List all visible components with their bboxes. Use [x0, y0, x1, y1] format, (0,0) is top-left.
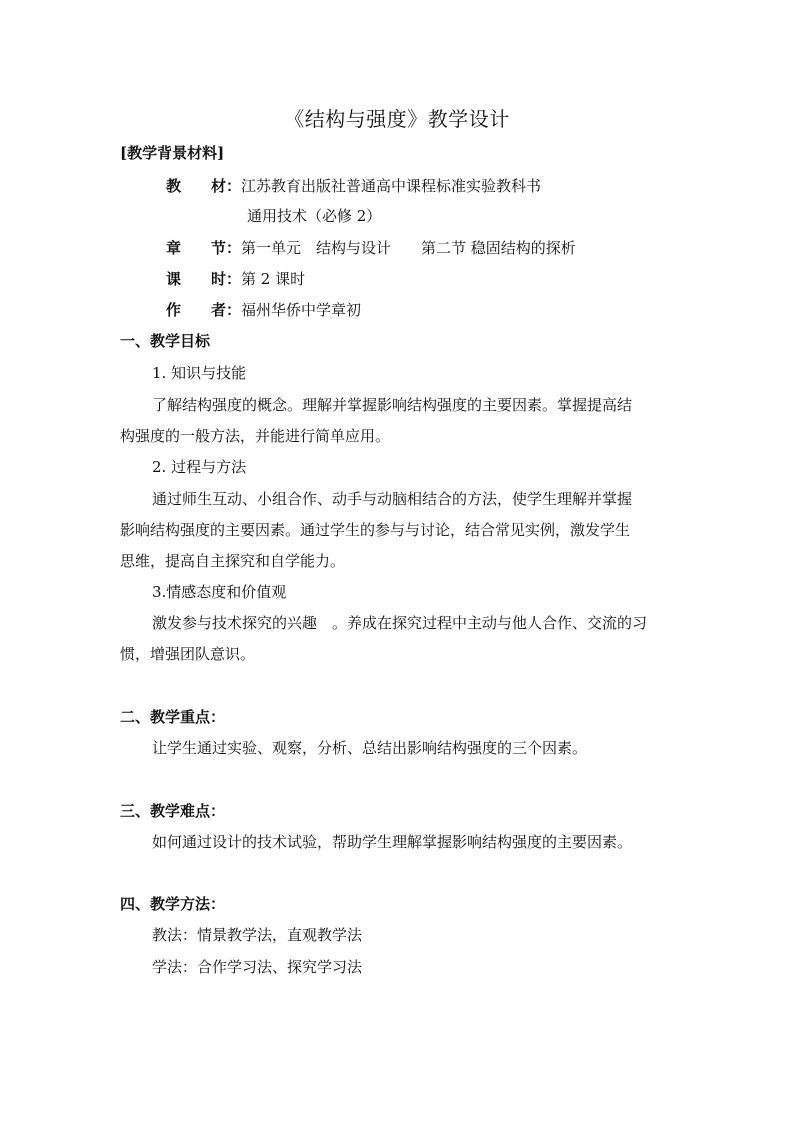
row-value: 江苏教育出版社普通高中课程标准实验教科书: [241, 177, 542, 195]
row-colon: ：: [226, 239, 242, 257]
row-value: 第一单元 结构与设计 第二节 稳固结构的探析: [241, 239, 576, 257]
section1-sub2-line: 通过师生互动、小组合作、动手与动脑相结合的方法，使学生理解并掌握: [152, 490, 633, 508]
row-value: 福州华侨中学章初: [241, 301, 362, 319]
background-row-textbook: [166, 176, 541, 196]
section2-text: 让学生通过实验、观察，分析、总结出影响结构强度的三个因素。: [152, 739, 588, 757]
row-label: 章节: [166, 239, 226, 257]
row-value: 第 2 课时: [241, 270, 306, 288]
row-label: 课时: [166, 270, 226, 288]
section1-sub1-title: 1. 知识与技能: [152, 364, 247, 382]
section1-sub2-line: 思维，提高自主探究和自学能力。: [120, 552, 346, 570]
background-row-chapter: [166, 238, 576, 258]
background-heading: [教学背景材料]: [120, 144, 225, 162]
section1-sub1-line: 了解结构强度的概念。理解并掌握影响结构强度的主要因素。掌握提高结: [152, 396, 633, 414]
background-row-textbook-cont: [247, 206, 381, 226]
row-label: 教材: [166, 177, 226, 195]
section4-heading: 四、教学方法：: [120, 895, 226, 913]
section1-sub3-line: 惯，增强团队意识。: [120, 645, 256, 663]
row-label: 作者: [166, 301, 226, 319]
row-colon: ：: [226, 270, 242, 288]
section1-sub3-title: 3.情感态度和价值观: [152, 583, 287, 601]
section1-sub2-title: 2. 过程与方法: [152, 458, 247, 476]
row-colon: ：: [226, 301, 242, 319]
section1-sub1-line: 构强度的一般方法，并能进行简单应用。: [120, 427, 391, 445]
background-row-author: [166, 300, 361, 320]
section4-line-learning: 学法：合作学习法、探究学习法: [152, 958, 363, 976]
background-row-period: [166, 269, 305, 289]
section3-text: 如何通过设计的技术试验，帮助学生理解掌握影响结构强度的主要因素。: [152, 833, 633, 851]
document-title: 《结构与强度》教学设计: [284, 107, 510, 131]
section1-sub3-line: 激发参与技术探究的兴趣 。养成在探究过程中主动与他人合作、交流的习: [152, 614, 648, 632]
section3-heading: 三、教学难点：: [120, 802, 226, 820]
row-colon: ：: [226, 177, 242, 195]
section2-heading: 二、教学重点：: [120, 708, 226, 726]
row-value: 通用技术（必修 2）: [247, 207, 382, 225]
section1-sub2-line: 影响结构强度的主要因素。通过学生的参与与讨论，结合常见实例，激发学生: [120, 521, 631, 539]
section1-heading: 一、教学目标: [120, 332, 211, 350]
section4-line-teaching: 教法：情景教学法，直观教学法: [152, 926, 363, 944]
